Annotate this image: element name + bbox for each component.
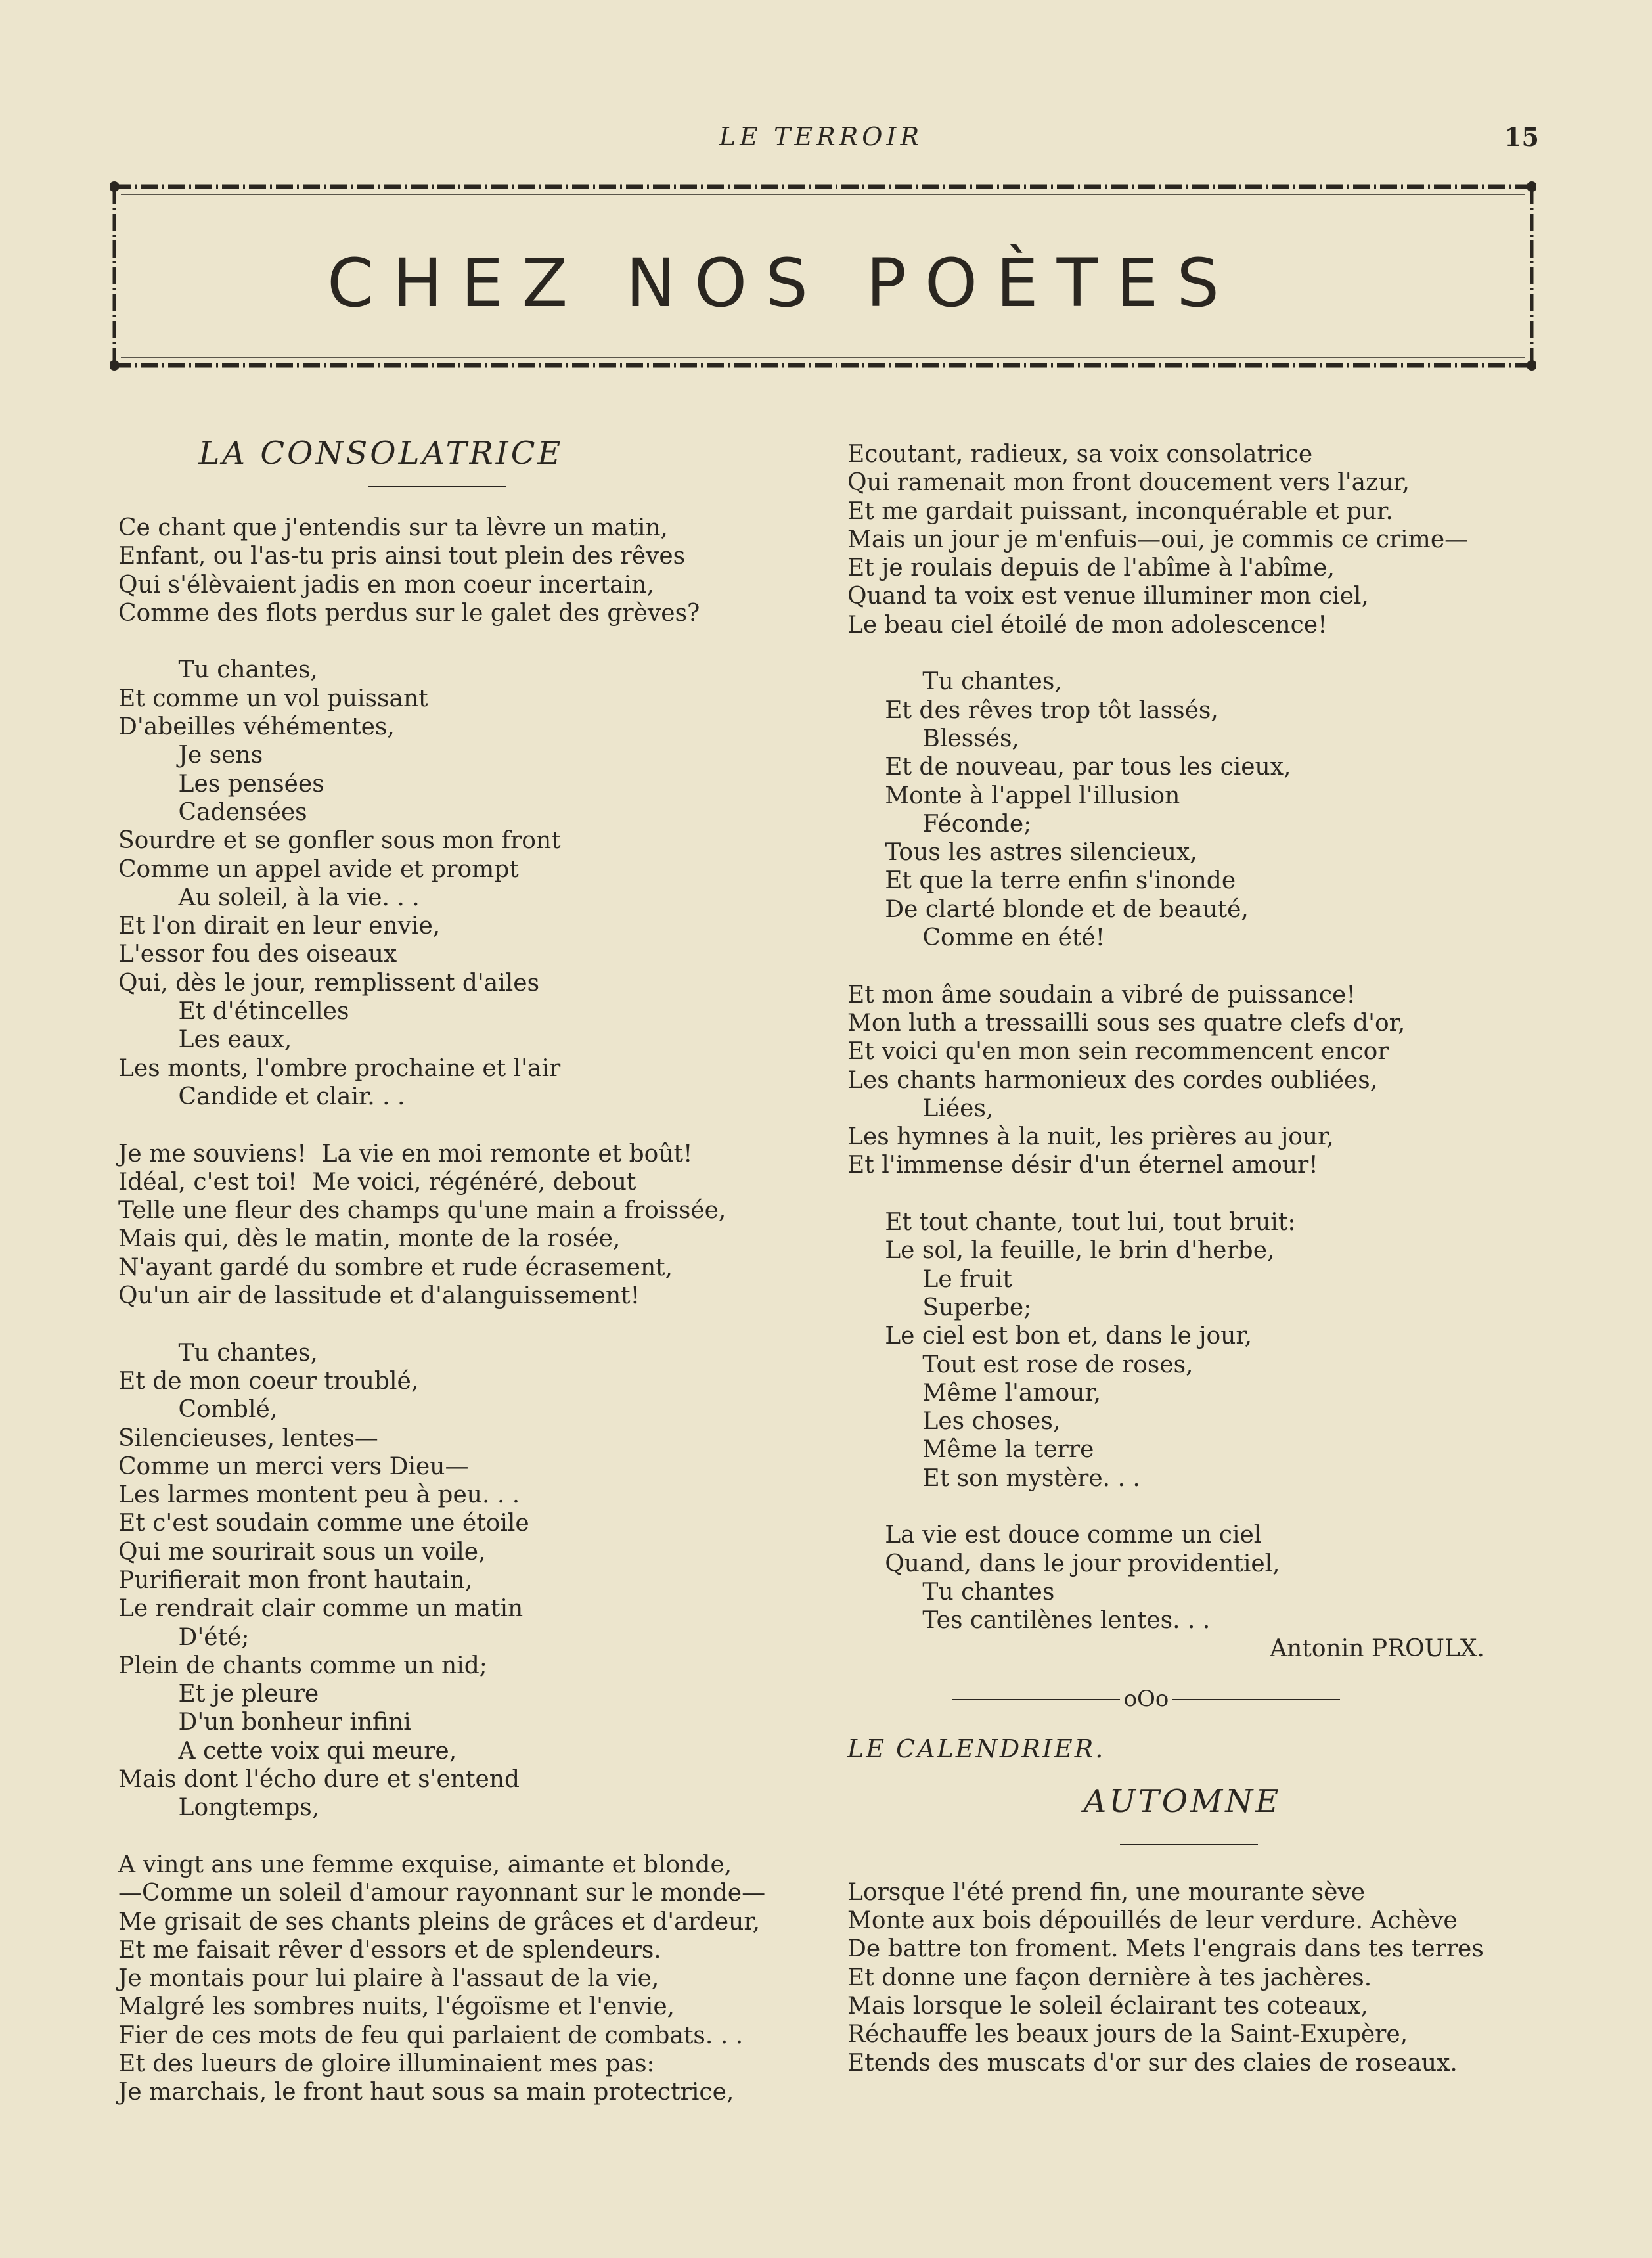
stanza: [847, 1521, 1537, 1635]
verse-line: N'ayant gardé du sombre et rude écrasement,: [118, 1253, 673, 1281]
verse-line: Telle une fleur des champs qu'une main a froissée,: [118, 1197, 726, 1225]
verse-line: Et l'immense désir d'un éternel amour!: [847, 1152, 1318, 1179]
verse-line: Tes cantilènes lentes. . .: [847, 1607, 1211, 1635]
verse-line: Et d'étincelles: [118, 998, 349, 1026]
verse-line: Je marchais, le front haut sous sa main protectrice,: [118, 2079, 734, 2106]
verse-line: Qui ramenait mon front doucement vers l'azur,: [847, 469, 1410, 497]
separator-rule-right: [1172, 1699, 1340, 1700]
poem-body-right: [847, 440, 1537, 1635]
running-head: [0, 122, 1652, 155]
verse-line: Ecoutant, radieux, sa voix consolatrice: [847, 441, 1313, 468]
verse-line: Fier de ces mots de feu qui parlaient de combats. . .: [118, 2021, 744, 2049]
verse-line: Comme des flots perdus sur le galet des grèves?: [118, 599, 700, 627]
verse-line: Blessés,: [847, 725, 1019, 752]
stanza: [118, 1851, 775, 2107]
verse-line: Mais lorsque le soleil éclairant tes coteaux,: [847, 1992, 1368, 2020]
verse-line: Idéal, c'est toi! Me voici, régénéré, debout: [118, 1168, 636, 1196]
verse-line: Tout est rose de roses,: [847, 1351, 1194, 1378]
verse-line: Et c'est soudain comme une étoile: [118, 1510, 529, 1537]
verse-line: Le rendrait clair comme un matin: [118, 1595, 524, 1623]
verse-line: Le ciel est bon et, dans le jour,: [847, 1322, 1253, 1350]
verse-line: Quand ta voix est venue illuminer mon ciel,: [847, 583, 1369, 610]
verse-line: Tous les astres silencieux,: [847, 839, 1197, 867]
verse-line: Mon luth a tressailli sous ses quatre clefs d'or,: [847, 1009, 1406, 1037]
verse-line: Tu chantes,: [847, 668, 1062, 696]
verse-line: Le beau ciel étoilé de mon adolescence!: [847, 611, 1328, 639]
verse-line: Le sol, la feuille, le brin d'herbe,: [847, 1237, 1275, 1265]
verse-line: Malgré les sombres nuits, l'égoïsme et l'envie,: [118, 1993, 675, 2021]
verse-line: Mais qui, dès le matin, monte de la rosée,: [118, 1225, 621, 1253]
stanza-gap: [118, 1822, 775, 1851]
stanza-gap: [847, 1180, 1537, 1208]
verse-line: Et que la terre enfin s'inonde: [847, 867, 1236, 895]
verse-line: Je me souviens! La vie en moi remonte et boût!: [118, 1140, 693, 1167]
verse-line: D'abeilles véhémentes,: [118, 713, 395, 741]
verse-line: Et tout chante, tout lui, tout bruit:: [847, 1209, 1296, 1236]
verse-line: Sourdre et se gonfler sous mon front: [118, 827, 561, 855]
verse-line: Lorsque l'été prend fin, une mourante sève: [847, 1878, 1366, 1906]
verse-line: Comme un appel avide et prompt: [118, 855, 519, 883]
verse-line: Qui, dès le jour, remplissent d'ailes: [118, 969, 540, 997]
verse-line: Les eaux,: [118, 1026, 292, 1054]
verse-line: Les monts, l'ombre prochaine et l'air: [118, 1054, 561, 1082]
verse-line: Plein de chants comme un nid;: [118, 1652, 487, 1679]
stanza: [118, 1339, 775, 1822]
calendar-label: LE CALENDRIER.: [847, 1734, 1105, 1763]
stanza: [118, 1140, 775, 1311]
calendar-poem-body: [847, 1878, 1537, 2077]
verse-line: Longtemps,: [118, 1794, 320, 1822]
verse-line: Comblé,: [118, 1396, 278, 1424]
section-title: CHEZ NOS POÈTES: [327, 244, 1238, 323]
verse-line: Et voici qu'en mon sein recommencent encor: [847, 1038, 1389, 1066]
verse-line: Superbe;: [847, 1294, 1032, 1321]
verse-line: Etends des muscats d'or sur des claies de roseaux.: [847, 2049, 1458, 2077]
verse-line: Tu chantes,: [118, 656, 318, 684]
verse-line: D'un bonheur infini: [118, 1709, 411, 1736]
verse-line: Monte à l'appel l'illusion: [847, 782, 1180, 809]
verse-line: Liées,: [847, 1095, 994, 1122]
verse-line: Et donne une façon dernière à tes jachères.: [847, 1964, 1372, 1991]
verse-line: Candide et clair. . .: [118, 1083, 405, 1110]
verse-line: Me grisait de ses chants pleins de grâces et d'ardeur,: [118, 1908, 761, 1935]
verse-line: Enfant, ou l'as-tu pris ainsi tout plein des rêves: [118, 543, 686, 570]
verse-line: Les choses,: [847, 1408, 1061, 1435]
verse-line: Et me gardait puissant, inconquérable et pur.: [847, 497, 1393, 525]
verse-line: A vingt ans une femme exquise, aimante et blonde,: [118, 1851, 732, 1878]
stanza: [847, 440, 1537, 639]
verse-line: D'été;: [118, 1623, 250, 1651]
verse-line: Même l'amour,: [847, 1379, 1102, 1407]
verse-line: Ce chant que j'entendis sur ta lèvre un matin,: [118, 514, 668, 541]
verse-line: De clarté blonde et de beauté,: [847, 895, 1249, 923]
separator-rule-left: [952, 1699, 1120, 1700]
verse-line: Et l'on dirait en leur envie,: [118, 913, 441, 940]
right-column: [847, 440, 1537, 2077]
stanza: [847, 667, 1537, 952]
verse-line: Cadensées: [118, 798, 307, 826]
verse-line: Les pensées: [118, 770, 324, 798]
separator-mark: oOo: [1123, 1686, 1169, 1713]
journal-title: LE TERROIR: [719, 122, 924, 151]
page-number: 15: [1504, 122, 1539, 152]
verse-line: Mais dont l'écho dure et s'entend: [118, 1766, 520, 1794]
stanza: [847, 1208, 1537, 1493]
verse-line: Féconde;: [847, 810, 1032, 838]
poem-body-left: [118, 514, 775, 2107]
verse-line: Et son mystère. . .: [847, 1464, 1140, 1492]
stanza: [847, 981, 1537, 1180]
verse-line: Les hymnes à la nuit, les prières au jour,: [847, 1123, 1334, 1151]
verse-line: Et des lueurs de gloire illuminaient mes pas:: [118, 2050, 655, 2078]
verse-line: Purifierait mon front hautain,: [118, 1566, 473, 1594]
verse-line: La vie est douce comme un ciel: [847, 1522, 1262, 1549]
author-signature: Antonin PROULX.: [1270, 1635, 1485, 1663]
verse-line: Le fruit: [847, 1265, 1012, 1293]
verse-line: Qu'un air de lassitude et d'alanguissement!: [118, 1282, 640, 1310]
verse-line: Et de mon coeur troublé,: [118, 1367, 419, 1395]
verse-line: Et je roulais depuis de l'abîme à l'abîme,: [847, 554, 1335, 582]
section-title-frame: [110, 181, 1536, 371]
verse-line: Même la terre: [847, 1436, 1094, 1464]
verse-line: Je sens: [118, 742, 263, 769]
verse-line: Silencieuses, lentes—: [118, 1424, 378, 1452]
verse-line: Quand, dans le jour providentiel,: [847, 1550, 1280, 1577]
verse-line: Comme en été!: [847, 924, 1105, 952]
separator: [847, 1683, 1537, 1716]
verse-line: Les chants harmonieux des cordes oubliées,: [847, 1066, 1378, 1094]
stanza: [118, 514, 775, 627]
verse-line: Et mon âme soudain a vibré de puissance!: [847, 981, 1356, 1008]
verse-line: A cette voix qui meure,: [118, 1737, 457, 1765]
stanza-gap: [847, 1493, 1537, 1521]
verse-line: Et comme un vol puissant: [118, 685, 428, 712]
poem-title: LA CONSOLATRICE: [198, 435, 564, 472]
verse-line: —Comme un soleil d'amour rayonnant sur le monde—: [118, 1880, 766, 1907]
verse-line: De battre ton froment. Mets l'engrais dans tes terres: [847, 1935, 1484, 1963]
stanza-gap: [847, 639, 1537, 667]
verse-line: Au soleil, à la vie. . .: [118, 884, 420, 911]
verse-line: Et de nouveau, par tous les cieux,: [847, 754, 1291, 781]
stanza-gap: [118, 1310, 775, 1338]
verse-line: Tu chantes: [847, 1578, 1055, 1606]
verse-line: Et je pleure: [118, 1681, 319, 1708]
verse-line: Je montais pour lui plaire à l'assaut de la vie,: [118, 1965, 659, 1993]
stanza-gap: [118, 1111, 775, 1139]
verse-line: Et me faisait rêver d'essors et de splendeurs.: [118, 1936, 661, 1964]
left-column: [118, 434, 775, 2107]
verse-line: Monte aux bois dépouillés de leur verdure. Achève: [847, 1907, 1458, 1935]
verse-line: Réchauffe les beaux jours de la Saint-Exupère,: [847, 2021, 1408, 2048]
stanza-gap: [118, 627, 775, 656]
verse-line: L'essor fou des oiseaux: [118, 941, 397, 968]
verse-line: Mais un jour je m'enfuis—oui, je commis ce crime—: [847, 526, 1469, 553]
verse-line: Les larmes montent peu à peu. . .: [118, 1481, 520, 1509]
stanza: [118, 656, 775, 1111]
verse-line: Comme un merci vers Dieu—: [118, 1453, 469, 1480]
stanza-gap: [847, 952, 1537, 980]
verse-line: Qui s'élèvaient jadis en mon coeur incertain,: [118, 571, 654, 598]
verse-line: Et des rêves trop tôt lassés,: [847, 696, 1218, 724]
verse-line: Qui me sourirait sous un voile,: [118, 1538, 486, 1566]
verse-line: Tu chantes,: [118, 1339, 318, 1366]
calendar-poem-title: AUTOMNE: [1083, 1782, 1282, 1820]
